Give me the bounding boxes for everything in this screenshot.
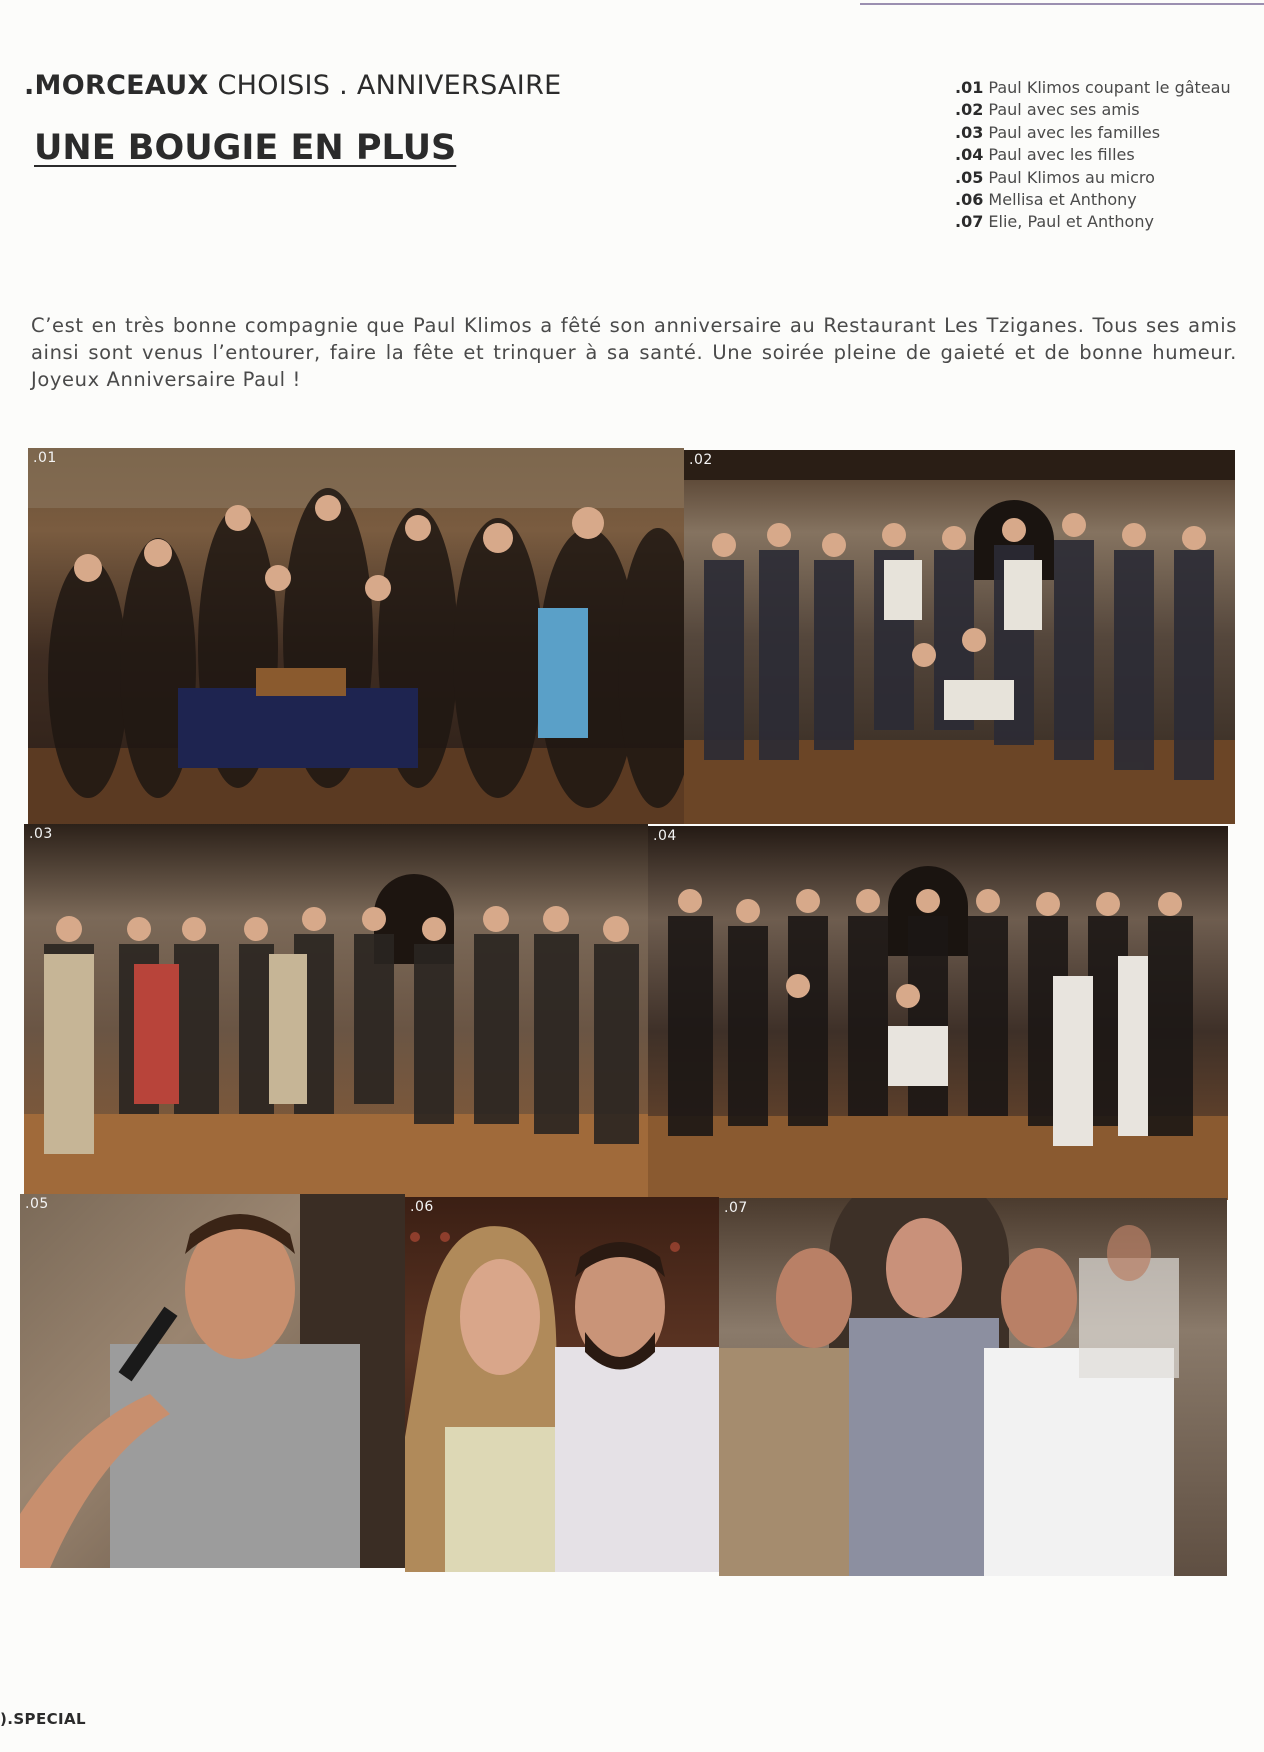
caption-number: .05: [955, 167, 984, 187]
photo-number: .03: [29, 826, 53, 842]
caption-number: .02: [955, 100, 984, 120]
footer-section-label: ).SPECIAL: [0, 1710, 86, 1728]
caption-number: .03: [955, 122, 984, 142]
caption-item: [955, 99, 1231, 121]
caption-text: Paul Klimos coupant le gâteau: [983, 78, 1231, 97]
photo-number: .07: [724, 1200, 748, 1216]
photo-families: [24, 824, 648, 1198]
caption-text: Paul avec les familles: [983, 122, 1161, 142]
caption-number: .01: [955, 78, 984, 97]
caption-number: .07: [955, 212, 984, 232]
photo-friends-image: [684, 450, 1235, 824]
photo-couple-image: [405, 1197, 719, 1572]
photo-cake-cutting: [28, 448, 684, 824]
photo-number: .04: [653, 828, 677, 844]
section-label-bold: .MORCEAUX: [24, 70, 209, 101]
caption-item: [955, 167, 1231, 189]
photo-girls-image: [648, 826, 1228, 1200]
photo-families-image: [24, 824, 648, 1198]
caption-item: [955, 189, 1231, 211]
photo-girls: [648, 826, 1228, 1200]
photo-number: .06: [410, 1199, 434, 1215]
photo-number: .05: [25, 1196, 49, 1212]
caption-item: [955, 144, 1231, 166]
photo-cake-cutting-image: [28, 448, 684, 824]
photo-microphone: [20, 1194, 405, 1568]
caption-item: [955, 211, 1231, 233]
intro-paragraph: C’est en très bonne compagnie que Paul Klimos a fêté son anniversaire au Restaurant Les Tziganes. Tous ses amis ainsi sont venus l’entourer, faire la fête et trinquer à sa santé. Une soirée pleine de gaieté et de bonne humeur. Joyeux Anniversaire Paul !: [31, 314, 1237, 391]
section-label: [24, 70, 562, 101]
caption-text: Elie, Paul et Anthony: [983, 212, 1154, 232]
caption-text: Paul avec ses amis: [983, 100, 1140, 120]
caption-item: [955, 77, 1231, 99]
section-label-rest: CHOISIS . ANNIVERSAIRE: [208, 70, 562, 101]
caption-number: .04: [955, 145, 984, 165]
caption-text: Paul avec les filles: [983, 145, 1135, 165]
photo-captions-list: [955, 77, 1231, 234]
photo-three-friends-image: [719, 1198, 1227, 1576]
photo-couple: [405, 1197, 719, 1572]
caption-number: .06: [955, 190, 984, 210]
photo-three-friends: [719, 1198, 1227, 1576]
caption-text: Paul Klimos au micro: [983, 167, 1155, 187]
top-rule: [860, 3, 1264, 5]
photo-number: .02: [689, 452, 713, 468]
caption-text: Mellisa et Anthony: [983, 190, 1137, 210]
photo-number: .01: [33, 450, 57, 466]
photo-microphone-image: [20, 1194, 405, 1568]
caption-item: [955, 122, 1231, 144]
photo-friends: [684, 450, 1235, 824]
article-headline: UNE BOUGIE EN PLUS: [34, 128, 457, 168]
